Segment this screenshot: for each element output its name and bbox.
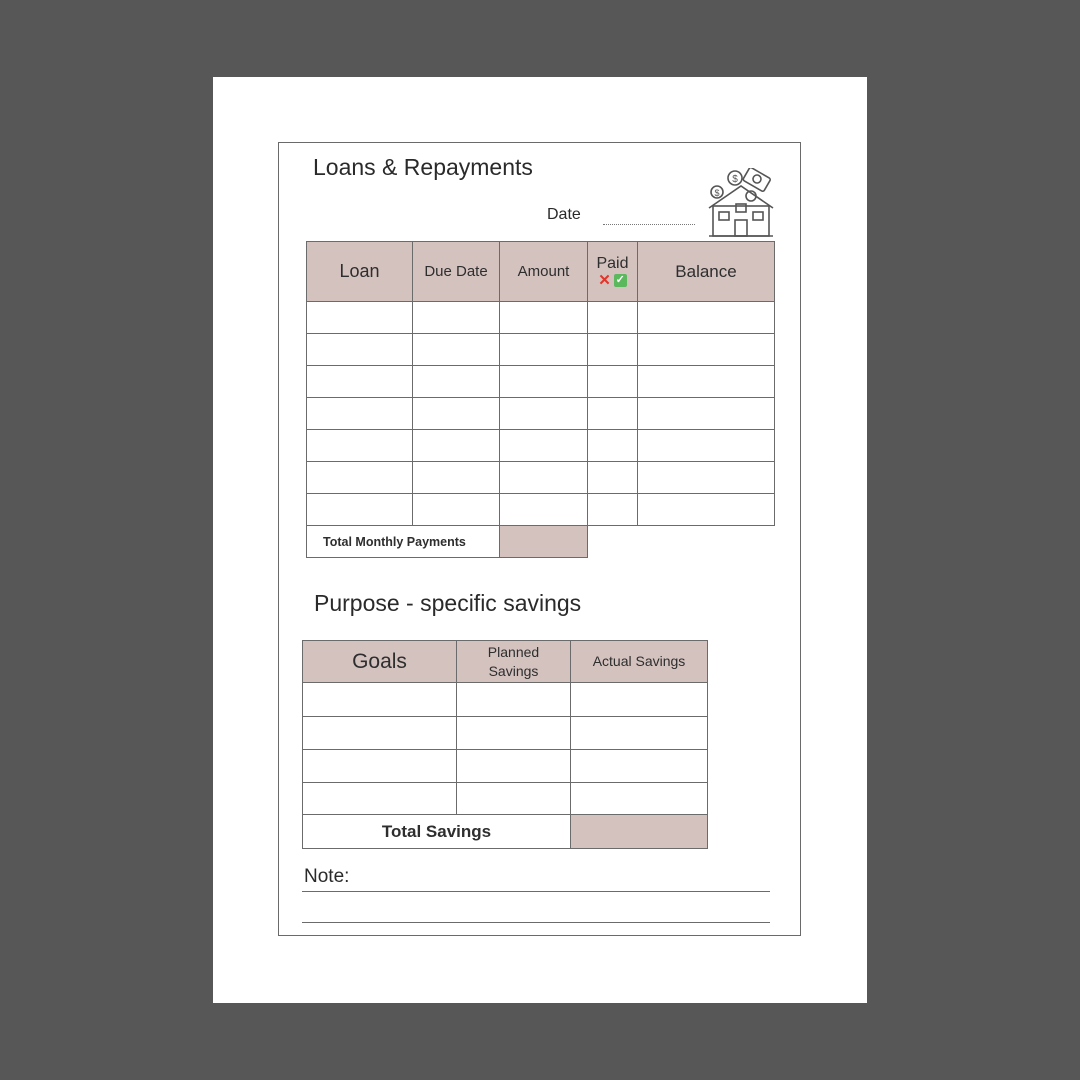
- goal-cell[interactable]: [303, 750, 457, 783]
- header-planned-line1: Planned: [487, 643, 540, 660]
- total-monthly-payments-value[interactable]: [500, 526, 588, 558]
- header-balance: Balance: [638, 242, 775, 302]
- balance-cell[interactable]: [638, 462, 775, 494]
- amount-cell[interactable]: [500, 334, 588, 366]
- savings-title: Purpose - specific savings: [314, 590, 582, 616]
- total-savings-label: Total Savings: [303, 815, 571, 849]
- header-loan: Loan: [307, 242, 413, 302]
- paid-cell[interactable]: [588, 398, 638, 430]
- table-row: [307, 334, 775, 366]
- svg-text:$: $: [732, 174, 738, 185]
- blank-cell: [638, 526, 775, 558]
- loan-cell[interactable]: [307, 494, 413, 526]
- balance-cell[interactable]: [638, 398, 775, 430]
- header-actual-savings: Actual Savings: [571, 641, 708, 683]
- check-mark-icon: ✓: [615, 274, 625, 286]
- goal-cell[interactable]: [303, 717, 457, 750]
- goal-cell[interactable]: [303, 783, 457, 815]
- table-row: [303, 717, 708, 750]
- table-row: [307, 462, 775, 494]
- house-money-icon: [705, 168, 777, 240]
- loans-header-row: [307, 242, 775, 302]
- loan-cell[interactable]: [307, 302, 413, 334]
- actual-cell[interactable]: [571, 717, 708, 750]
- loan-cell[interactable]: [307, 462, 413, 494]
- planned-cell[interactable]: [457, 783, 571, 815]
- note-line[interactable]: [302, 922, 770, 923]
- amount-cell[interactable]: [500, 398, 588, 430]
- due-date-cell[interactable]: [413, 430, 500, 462]
- due-date-cell[interactable]: [413, 494, 500, 526]
- amount-cell[interactable]: [500, 430, 588, 462]
- header-planned-savings: [457, 641, 571, 683]
- svg-text:$: $: [714, 188, 720, 198]
- total-row: [307, 526, 775, 558]
- paid-cell[interactable]: [588, 494, 638, 526]
- loan-cell[interactable]: [307, 334, 413, 366]
- header-paid: [588, 242, 638, 302]
- x-mark-icon: ✕: [598, 272, 611, 289]
- date-label: Date: [547, 206, 581, 223]
- loan-cell[interactable]: [307, 430, 413, 462]
- table-row: [307, 398, 775, 430]
- note-label: Note:: [304, 866, 350, 887]
- total-row: [303, 815, 708, 849]
- table-row: [303, 750, 708, 783]
- paid-cell[interactable]: [588, 462, 638, 494]
- blank-cell: [588, 526, 638, 558]
- header-paid-label: Paid: [596, 255, 629, 272]
- header-goals: Goals: [303, 641, 457, 683]
- paid-cell[interactable]: [588, 430, 638, 462]
- total-monthly-payments-label: Total Monthly Payments: [307, 526, 500, 558]
- date-field[interactable]: [603, 224, 695, 225]
- table-row: [303, 683, 708, 717]
- balance-cell[interactable]: [638, 302, 775, 334]
- paid-cell[interactable]: [588, 366, 638, 398]
- table-row: [307, 494, 775, 526]
- actual-cell[interactable]: [571, 783, 708, 815]
- header-due-date: Due Date: [413, 242, 500, 302]
- amount-cell[interactable]: [500, 494, 588, 526]
- due-date-cell[interactable]: [413, 462, 500, 494]
- amount-cell[interactable]: [500, 462, 588, 494]
- table-row: [307, 302, 775, 334]
- table-row: [307, 366, 775, 398]
- loan-cell[interactable]: [307, 398, 413, 430]
- header-amount: Amount: [500, 242, 588, 302]
- due-date-cell[interactable]: [413, 398, 500, 430]
- balance-cell[interactable]: [638, 494, 775, 526]
- savings-table: [302, 640, 708, 849]
- savings-header-row: [303, 641, 708, 683]
- paid-cell[interactable]: [588, 334, 638, 366]
- due-date-cell[interactable]: [413, 366, 500, 398]
- planned-cell[interactable]: [457, 717, 571, 750]
- due-date-cell[interactable]: [413, 302, 500, 334]
- amount-cell[interactable]: [500, 302, 588, 334]
- planned-cell[interactable]: [457, 683, 571, 717]
- balance-cell[interactable]: [638, 334, 775, 366]
- balance-cell[interactable]: [638, 366, 775, 398]
- actual-cell[interactable]: [571, 683, 708, 717]
- goal-cell[interactable]: [303, 683, 457, 717]
- due-date-cell[interactable]: [413, 334, 500, 366]
- actual-cell[interactable]: [571, 750, 708, 783]
- balance-cell[interactable]: [638, 430, 775, 462]
- page-title: Loans & Repayments: [313, 154, 533, 180]
- total-savings-value[interactable]: [571, 815, 708, 849]
- loan-cell[interactable]: [307, 366, 413, 398]
- table-row: [307, 430, 775, 462]
- planned-cell[interactable]: [457, 750, 571, 783]
- table-row: [303, 783, 708, 815]
- loans-table: [306, 241, 775, 558]
- amount-cell[interactable]: [500, 366, 588, 398]
- note-line[interactable]: [302, 891, 770, 892]
- paid-cell[interactable]: [588, 302, 638, 334]
- header-planned-line2: Savings: [488, 662, 539, 679]
